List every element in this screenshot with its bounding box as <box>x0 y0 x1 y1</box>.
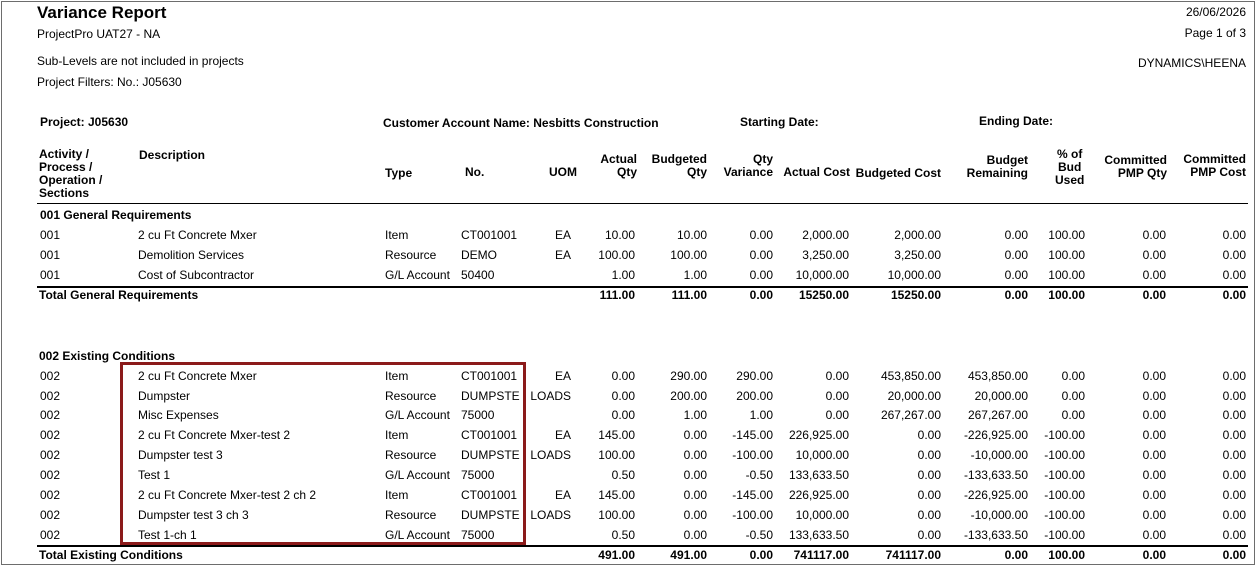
cell-actual-cost: 0.00 <box>825 389 849 403</box>
cell-actual-qty: 0.50 <box>611 468 635 482</box>
cell-description: Dumpster test 3 ch 3 <box>138 508 249 522</box>
total-qty-variance: 0.00 <box>749 288 773 302</box>
cell-committed-pmp-qty: 0.00 <box>1142 488 1166 502</box>
cell-qty-variance: -100.00 <box>732 508 773 522</box>
cell-committed-pmp-qty: 0.00 <box>1142 448 1166 462</box>
cell-pct-bud-used: 100.00 <box>1048 268 1085 282</box>
col-committed-pmp-qty: Committed PMP Qty <box>1104 153 1167 180</box>
cell-actual-cost: 0.00 <box>825 369 849 383</box>
cell-budgeted-qty: 0.00 <box>683 428 707 442</box>
cell-type: G/L Account <box>385 268 450 282</box>
cell-no: CT001001 <box>461 428 518 442</box>
cell-actual-cost: 133,633.50 <box>788 528 849 542</box>
total-pct-bud-used: 100.00 <box>1048 288 1085 302</box>
cell-committed-pmp-cost: 0.00 <box>1222 508 1246 522</box>
col-no: No. <box>465 165 485 179</box>
cell-actual-cost: 226,925.00 <box>788 428 849 442</box>
cell-budget-remaining: 20,000.00 <box>974 389 1028 403</box>
cell-type: G/L Account <box>385 408 450 422</box>
cell-qty-variance: 200.00 <box>736 389 773 403</box>
cell-activity: 002 <box>40 468 61 482</box>
cell-uom: EA <box>554 228 571 242</box>
cell-type: Resource <box>385 508 437 522</box>
cell-qty-variance: 0.00 <box>749 268 773 282</box>
cell-budgeted-qty: 0.00 <box>683 508 707 522</box>
cell-pct-bud-used: -100.00 <box>1044 428 1085 442</box>
cell-description: 2 cu Ft Concrete Mxer <box>138 228 257 242</box>
cell-actual-qty: 145.00 <box>598 488 635 502</box>
cell-type: G/L Account <box>385 468 450 482</box>
cell-activity: 001 <box>40 268 61 282</box>
cell-committed-pmp-qty: 0.00 <box>1142 468 1166 482</box>
col-budget-remaining: Budget Remaining <box>966 153 1028 180</box>
cell-description: Cost of Subcontractor <box>138 268 255 282</box>
total-budget-remaining: 0.00 <box>1004 288 1028 302</box>
cell-committed-pmp-cost: 0.00 <box>1222 268 1246 282</box>
cell-budget-remaining: -10,000.00 <box>970 508 1028 522</box>
cell-budgeted-cost: 0.00 <box>917 528 941 542</box>
cell-uom: LOADS <box>530 448 571 462</box>
cell-budgeted-cost: 0.00 <box>917 488 941 502</box>
cell-qty-variance: -145.00 <box>732 488 773 502</box>
cell-budgeted-qty: 0.00 <box>683 448 707 462</box>
cell-qty-variance: 1.00 <box>749 408 773 422</box>
cell-budget-remaining: 0.00 <box>1004 268 1028 282</box>
cell-budgeted-qty: 0.00 <box>683 468 707 482</box>
cell-no: 75000 <box>461 468 495 482</box>
cell-budgeted-qty: 290.00 <box>670 369 707 383</box>
cell-actual-cost: 10,000.00 <box>795 448 849 462</box>
cell-actual-qty: 0.00 <box>611 369 635 383</box>
cell-budget-remaining: -133,633.50 <box>963 528 1028 542</box>
cell-committed-pmp-cost: 0.00 <box>1222 228 1246 242</box>
cell-committed-pmp-qty: 0.00 <box>1142 528 1166 542</box>
cell-actual-cost: 10,000.00 <box>795 268 849 282</box>
cell-committed-pmp-cost: 0.00 <box>1222 528 1246 542</box>
cell-committed-pmp-cost: 0.00 <box>1222 468 1246 482</box>
report-title: Variance Report <box>37 3 167 22</box>
cell-type: Resource <box>385 389 437 403</box>
cell-budgeted-cost: 10,000.00 <box>887 268 941 282</box>
cell-no: DUMPSTE <box>461 508 520 522</box>
cell-budget-remaining: -10,000.00 <box>970 448 1028 462</box>
cell-qty-variance: -100.00 <box>732 448 773 462</box>
cell-uom: LOADS <box>530 389 571 403</box>
cell-committed-pmp-qty: 0.00 <box>1142 389 1166 403</box>
cell-pct-bud-used: -100.00 <box>1044 528 1085 542</box>
cell-budgeted-qty: 100.00 <box>670 248 707 262</box>
cell-committed-pmp-cost: 0.00 <box>1222 448 1246 462</box>
cell-no: CT001001 <box>461 488 518 502</box>
cell-pct-bud-used: -100.00 <box>1044 488 1085 502</box>
cell-activity: 002 <box>40 448 61 462</box>
cell-qty-variance: 290.00 <box>736 369 773 383</box>
cell-description: Test 1-ch 1 <box>138 528 197 542</box>
cell-budgeted-qty: 10.00 <box>676 228 707 242</box>
col-type: Type <box>385 166 413 180</box>
cell-uom: EA <box>554 428 571 442</box>
col-description: Description <box>139 148 206 162</box>
col-pct-bud-used: % of Bud Used <box>1055 147 1085 187</box>
cell-description: Misc Expenses <box>138 408 219 422</box>
cell-qty-variance: -145.00 <box>732 428 773 442</box>
cell-actual-qty: 100.00 <box>598 448 635 462</box>
cell-type: G/L Account <box>385 528 450 542</box>
col-budgeted-cost: Budgeted Cost <box>855 166 941 180</box>
customer-label: Customer Account Name: Nesbitts Construction <box>383 116 659 130</box>
cell-no: DEMO <box>461 248 497 262</box>
cell-activity: 002 <box>40 508 61 522</box>
cell-no: DUMPSTE <box>461 389 520 403</box>
cell-activity: 001 <box>40 228 61 242</box>
cell-uom: LOADS <box>530 508 571 522</box>
total-label-002: Total Existing Conditions <box>39 548 183 562</box>
cell-qty-variance: -0.50 <box>745 468 773 482</box>
cell-actual-cost: 133,633.50 <box>788 468 849 482</box>
cell-actual-cost: 2,000.00 <box>802 228 849 242</box>
cell-budget-remaining: 453,850.00 <box>967 369 1028 383</box>
cell-budgeted-cost: 0.00 <box>917 428 941 442</box>
cell-actual-cost: 3,250.00 <box>802 248 849 262</box>
cell-description: Dumpster test 3 <box>138 448 223 462</box>
cell-committed-pmp-qty: 0.00 <box>1142 369 1166 383</box>
cell-budgeted-qty: 200.00 <box>670 389 707 403</box>
cell-no: CT001001 <box>461 369 518 383</box>
total-committed-pmp-qty: 0.00 <box>1142 288 1166 302</box>
cell-qty-variance: 0.00 <box>749 228 773 242</box>
cell-budgeted-qty: 0.00 <box>683 488 707 502</box>
cell-committed-pmp-cost: 0.00 <box>1222 428 1246 442</box>
total-actual-cost: 741117.00 <box>793 548 849 562</box>
page-number: Page 1 of 3 <box>1184 26 1246 40</box>
cell-committed-pmp-qty: 0.00 <box>1142 228 1166 242</box>
cell-no: 50400 <box>461 268 495 282</box>
header-underline <box>37 203 1248 204</box>
cell-pct-bud-used: -100.00 <box>1044 448 1085 462</box>
cell-no: DUMPSTE <box>461 448 520 462</box>
cell-actual-qty: 0.00 <box>611 389 635 403</box>
project-filters: Project Filters: No.: J05630 <box>37 75 182 89</box>
cell-committed-pmp-qty: 0.00 <box>1142 508 1166 522</box>
cell-budgeted-cost: 0.00 <box>917 508 941 522</box>
cell-budget-remaining: -226,925.00 <box>963 428 1028 442</box>
cell-budget-remaining: -133,633.50 <box>963 468 1028 482</box>
cell-type: Item <box>385 428 409 442</box>
cell-no: 75000 <box>461 408 495 422</box>
total-committed-pmp-cost: 0.00 <box>1222 548 1246 562</box>
cell-committed-pmp-cost: 0.00 <box>1222 369 1246 383</box>
total-budgeted-cost: 15250.00 <box>890 288 941 302</box>
total-line-002 <box>37 545 1248 547</box>
sublevels-note: Sub-Levels are not included in projects <box>37 54 244 68</box>
cell-budgeted-qty: 1.00 <box>683 268 707 282</box>
cell-committed-pmp-qty: 0.00 <box>1142 248 1166 262</box>
total-qty-variance: 0.00 <box>749 548 773 562</box>
cell-description: Demolition Services <box>138 248 245 262</box>
cell-committed-pmp-qty: 0.00 <box>1142 428 1166 442</box>
cell-actual-cost: 10,000.00 <box>795 508 849 522</box>
cell-budgeted-cost: 0.00 <box>917 468 941 482</box>
total-actual-qty: 111.00 <box>599 288 635 302</box>
cell-type: Item <box>385 228 409 242</box>
section-heading-001: 001 General Requirements <box>40 208 192 222</box>
cell-committed-pmp-cost: 0.00 <box>1222 389 1246 403</box>
cell-actual-qty: 145.00 <box>598 428 635 442</box>
user-name: DYNAMICS\HEENA <box>1137 56 1246 70</box>
starting-date-label: Starting Date: <box>740 115 819 129</box>
cell-budgeted-cost: 20,000.00 <box>887 389 941 403</box>
cell-pct-bud-used: 100.00 <box>1048 228 1085 242</box>
cell-description: Test 1 <box>138 468 171 482</box>
cell-actual-qty: 1.00 <box>611 268 635 282</box>
cell-pct-bud-used: 0.00 <box>1061 369 1085 383</box>
cell-activity: 002 <box>40 408 61 422</box>
cell-description: Dumpster <box>138 389 191 403</box>
cell-activity: 002 <box>40 369 61 383</box>
cell-activity: 001 <box>40 248 61 262</box>
total-label-001: Total General Requirements <box>39 288 199 302</box>
cell-description: 2 cu Ft Concrete Mxer-test 2 ch 2 <box>138 488 317 502</box>
cell-activity: 002 <box>40 528 61 542</box>
col-committed-pmp-cost: Committed PMP Cost <box>1183 152 1246 179</box>
cell-committed-pmp-cost: 0.00 <box>1222 408 1246 422</box>
cell-type: Resource <box>385 448 437 462</box>
cell-budget-remaining: -226,925.00 <box>963 488 1028 502</box>
cell-no: CT001001 <box>461 228 518 242</box>
cell-committed-pmp-cost: 0.00 <box>1222 248 1246 262</box>
cell-committed-pmp-qty: 0.00 <box>1142 268 1166 282</box>
cell-budgeted-cost: 2,000.00 <box>894 228 941 242</box>
cell-type: Resource <box>385 248 437 262</box>
cell-qty-variance: 0.00 <box>749 248 773 262</box>
cell-committed-pmp-cost: 0.00 <box>1222 488 1246 502</box>
cell-pct-bud-used: -100.00 <box>1044 508 1085 522</box>
project-label: Project: J05630 <box>40 115 129 129</box>
cell-actual-qty: 100.00 <box>598 508 635 522</box>
total-actual-qty: 491.00 <box>598 548 635 562</box>
col-uom: UOM <box>549 165 577 179</box>
section-heading-002: 002 Existing Conditions <box>39 349 176 363</box>
cell-pct-bud-used: 100.00 <box>1048 248 1085 262</box>
col-activity: Activity / Process / Operation / Sections <box>39 147 103 200</box>
total-budget-remaining: 0.00 <box>1004 548 1028 562</box>
cell-pct-bud-used: 0.00 <box>1061 389 1085 403</box>
col-actual-cost: Actual Cost <box>783 165 850 179</box>
environment-label: ProjectPro UAT27 - NA <box>37 27 161 41</box>
col-budgeted-qty: Budgeted Qty <box>651 152 707 179</box>
cell-qty-variance: -0.50 <box>745 528 773 542</box>
report-date: 26/06/2026 <box>1185 5 1246 19</box>
cell-budget-remaining: 0.00 <box>1004 248 1028 262</box>
cell-no: 75000 <box>461 528 495 542</box>
cell-type: Item <box>385 369 409 383</box>
total-budgeted-qty: 491.00 <box>670 548 707 562</box>
cell-committed-pmp-qty: 0.00 <box>1142 408 1166 422</box>
cell-budgeted-cost: 0.00 <box>917 448 941 462</box>
cell-uom: EA <box>554 488 571 502</box>
cell-budgeted-cost: 3,250.00 <box>894 248 941 262</box>
cell-pct-bud-used: 0.00 <box>1061 408 1085 422</box>
cell-activity: 002 <box>40 389 61 403</box>
cell-actual-qty: 100.00 <box>598 248 635 262</box>
ending-date-label: Ending Date: <box>979 114 1053 128</box>
cell-actual-cost: 226,925.00 <box>788 488 849 502</box>
cell-actual-qty: 0.00 <box>611 408 635 422</box>
total-actual-cost: 15250.00 <box>798 288 849 302</box>
cell-budgeted-qty: 0.00 <box>683 528 707 542</box>
total-budgeted-qty: 111.00 <box>671 288 707 302</box>
cell-budget-remaining: 267,267.00 <box>967 408 1028 422</box>
cell-type: Item <box>385 488 409 502</box>
highlight-box <box>120 362 526 545</box>
cell-actual-qty: 0.50 <box>611 528 635 542</box>
cell-description: 2 cu Ft Concrete Mxer-test 2 <box>138 428 291 442</box>
cell-description: 2 cu Ft Concrete Mxer <box>138 369 257 383</box>
cell-activity: 002 <box>40 428 61 442</box>
cell-actual-cost: 0.00 <box>825 408 849 422</box>
total-pct-bud-used: 100.00 <box>1048 548 1085 562</box>
total-committed-pmp-qty: 0.00 <box>1142 548 1166 562</box>
cell-uom: EA <box>554 369 571 383</box>
cell-budget-remaining: 0.00 <box>1004 228 1028 242</box>
total-committed-pmp-cost: 0.00 <box>1222 288 1246 302</box>
col-actual-qty: Actual Qty <box>600 152 637 179</box>
cell-uom: EA <box>554 248 571 262</box>
cell-actual-qty: 10.00 <box>604 228 635 242</box>
cell-activity: 002 <box>40 488 61 502</box>
cell-pct-bud-used: -100.00 <box>1044 468 1085 482</box>
col-qty-variance: Qty Variance <box>723 152 773 179</box>
cell-budgeted-cost: 267,267.00 <box>880 408 941 422</box>
total-budgeted-cost: 741117.00 <box>885 548 941 562</box>
cell-budgeted-cost: 453,850.00 <box>880 369 941 383</box>
cell-budgeted-qty: 1.00 <box>683 408 707 422</box>
